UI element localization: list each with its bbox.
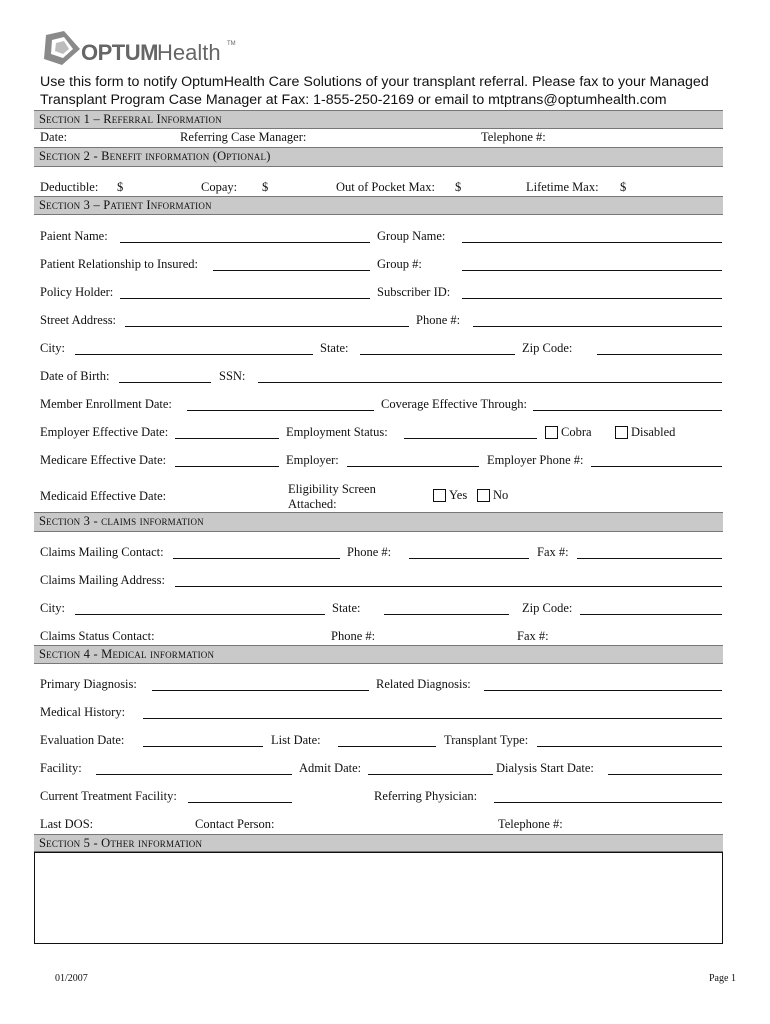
ssn-field[interactable] xyxy=(258,382,722,383)
primary-diagnosis-label: Primary Diagnosis: xyxy=(40,677,137,691)
current-treatment-facility-field[interactable] xyxy=(188,802,292,803)
admit-date-label: Admit Date: xyxy=(299,761,362,775)
list-date-field[interactable] xyxy=(338,746,436,747)
employment-status-label: Employment Status: xyxy=(286,425,388,439)
eligibility-no-checkbox[interactable] xyxy=(477,489,490,502)
subscriber-id-label: Subscriber ID: xyxy=(377,285,451,299)
enrollment-date-field[interactable] xyxy=(187,410,374,411)
claims-zip-field[interactable] xyxy=(580,614,722,615)
current-treatment-facility-label: Current Treatment Facility: xyxy=(40,789,177,803)
footer-date: 01/2007 xyxy=(55,973,88,984)
relationship-field[interactable] xyxy=(213,270,370,271)
cobra-label: Cobra xyxy=(561,425,592,439)
policy-holder-label: Policy Holder: xyxy=(40,285,114,299)
eligibility-label-line-1: Eligibility Screen xyxy=(288,482,376,496)
patient-zip-field[interactable] xyxy=(597,354,722,355)
medical-history-label: Medical History: xyxy=(40,705,126,719)
lifetime-currency: $ xyxy=(620,180,627,194)
street-address-field[interactable] xyxy=(125,326,409,327)
employment-status-field[interactable] xyxy=(404,438,537,439)
medicare-effective-label: Medicare Effective Date: xyxy=(40,453,167,467)
cobra-checkbox[interactable] xyxy=(545,426,558,439)
footer-page-number: Page 1 xyxy=(709,973,736,984)
dob-field[interactable] xyxy=(119,382,211,383)
section-2-header: Section 2 - Benefit information (Optional) xyxy=(34,147,723,167)
referring-physician-field[interactable] xyxy=(494,802,722,803)
claims-city-field[interactable] xyxy=(75,614,325,615)
claims-state-field[interactable] xyxy=(384,614,509,615)
patient-city-label: City: xyxy=(40,341,66,355)
medicaid-effective-label: Medicaid Effective Date: xyxy=(40,489,167,503)
intro-text xyxy=(40,73,709,109)
claims-mailing-contact-label: Claims Mailing Contact: xyxy=(40,545,164,559)
patient-phone-label: Phone #: xyxy=(416,313,461,327)
transplant-type-label: Transplant Type: xyxy=(444,733,529,747)
enrollment-date-label: Member Enrollment Date: xyxy=(40,397,172,411)
employer-phone-field[interactable] xyxy=(591,466,722,467)
logo-optum-text: OPTUM xyxy=(81,40,158,65)
claims-status-phone-label: Phone #: xyxy=(331,629,376,643)
facility-label: Facility: xyxy=(40,761,82,775)
referring-physician-label: Referring Physician: xyxy=(374,789,478,803)
section-5-header: Section 5 - Other information xyxy=(34,834,723,852)
referral-date-label: Date: xyxy=(40,130,68,144)
section-3-header: Section 3 – Patient Information xyxy=(34,196,723,215)
claims-zip-label: Zip Code: xyxy=(522,601,573,615)
employer-effective-field[interactable] xyxy=(175,438,279,439)
section-1-header: Section 1 – Referral Information xyxy=(34,110,723,129)
employer-field[interactable] xyxy=(347,466,479,467)
patient-name-field[interactable] xyxy=(120,242,370,243)
other-information-box[interactable] xyxy=(34,852,723,944)
claims-status-contact-label: Claims Status Contact: xyxy=(40,629,155,643)
deductible-currency: $ xyxy=(117,180,124,194)
street-address-label: Street Address: xyxy=(40,313,117,327)
patient-zip-label: Zip Code: xyxy=(522,341,573,355)
optum-logo-icon xyxy=(40,29,84,67)
eligibility-label-line-2: Attached: xyxy=(288,497,337,511)
medical-history-field[interactable] xyxy=(143,718,722,719)
facility-field[interactable] xyxy=(96,774,292,775)
patient-state-label: State: xyxy=(320,341,349,355)
list-date-label: List Date: xyxy=(271,733,321,747)
eligibility-yes-checkbox[interactable] xyxy=(433,489,446,502)
evaluation-date-label: Evaluation Date: xyxy=(40,733,125,747)
claims-mailing-contact-field[interactable] xyxy=(173,558,340,559)
dob-label: Date of Birth: xyxy=(40,369,110,383)
intro-line-2: Transplant Program Case Manager at Fax: 1-855-250-2169 or email to mtptrans@optumhealth.com xyxy=(40,92,667,108)
transplant-type-field[interactable] xyxy=(537,746,722,747)
logo-tm: TM xyxy=(227,41,236,47)
copay-currency: $ xyxy=(262,180,269,194)
intro-line-1: Use this form to notify OptumHealth Care Solutions of your transplant referral. Please fax to your Managed xyxy=(40,74,709,90)
claims-fax-label: Fax #: xyxy=(537,545,569,559)
referral-telephone-label: Telephone #: xyxy=(481,130,546,144)
claims-state-label: State: xyxy=(332,601,361,615)
evaluation-date-field[interactable] xyxy=(143,746,263,747)
optumhealth-logo xyxy=(40,27,240,71)
patient-phone-field[interactable] xyxy=(473,326,722,327)
claims-mailing-address-label: Claims Mailing Address: xyxy=(40,573,165,587)
medicare-effective-field[interactable] xyxy=(175,466,279,467)
coverage-through-field[interactable] xyxy=(533,410,722,411)
ssn-label: SSN: xyxy=(219,369,246,383)
claims-fax-field[interactable] xyxy=(577,558,722,559)
referring-case-manager-label: Referring Case Manager: xyxy=(180,130,307,144)
logo-health-text: Health xyxy=(157,40,221,65)
disabled-checkbox[interactable] xyxy=(615,426,628,439)
dialysis-start-label: Dialysis Start Date: xyxy=(496,761,594,775)
disabled-label: Disabled xyxy=(631,425,676,439)
employer-effective-label: Employer Effective Date: xyxy=(40,425,169,439)
contact-person-label: Contact Person: xyxy=(195,817,275,831)
claims-phone-label: Phone #: xyxy=(347,545,392,559)
eligibility-no-label: No xyxy=(493,488,509,502)
oop-currency: $ xyxy=(455,180,462,194)
subscriber-id-field[interactable] xyxy=(462,298,722,299)
group-number-label: Group #: xyxy=(377,257,422,271)
related-diagnosis-label: Related Diagnosis: xyxy=(376,677,471,691)
deductible-label: Deductible: xyxy=(40,180,99,194)
eligibility-label xyxy=(288,482,376,512)
admit-date-field[interactable] xyxy=(368,774,493,775)
group-number-field[interactable] xyxy=(462,270,722,271)
section-claims-header: Section 3 - claims information xyxy=(34,512,723,532)
lifetime-max-label: Lifetime Max: xyxy=(526,180,599,194)
claims-phone-field[interactable] xyxy=(409,558,529,559)
oop-max-label: Out of Pocket Max: xyxy=(336,180,435,194)
medical-telephone-label: Telephone #: xyxy=(498,817,563,831)
eligibility-yes-label: Yes xyxy=(449,488,468,502)
patient-city-field[interactable] xyxy=(75,354,313,355)
last-dos-label: Last DOS: xyxy=(40,817,94,831)
relationship-label: Patient Relationship to Insured: xyxy=(40,257,198,271)
group-name-field[interactable] xyxy=(462,242,722,243)
patient-state-field[interactable] xyxy=(360,354,515,355)
claims-city-label: City: xyxy=(40,601,66,615)
dialysis-start-field[interactable] xyxy=(608,774,722,775)
employer-phone-label: Employer Phone #: xyxy=(487,453,584,467)
coverage-through-label: Coverage Effective Through: xyxy=(381,397,528,411)
copay-label: Copay: xyxy=(201,180,238,194)
section-4-header: Section 4 - Medical information xyxy=(34,645,723,664)
claims-mailing-address-field[interactable] xyxy=(175,586,722,587)
claims-status-fax-label: Fax #: xyxy=(517,629,549,643)
employer-label: Employer: xyxy=(286,453,339,467)
policy-holder-field[interactable] xyxy=(120,298,370,299)
related-diagnosis-field[interactable] xyxy=(484,690,722,691)
primary-diagnosis-field[interactable] xyxy=(152,690,369,691)
patient-name-label: Paient Name: xyxy=(40,229,108,243)
group-name-label: Group Name: xyxy=(377,229,446,243)
